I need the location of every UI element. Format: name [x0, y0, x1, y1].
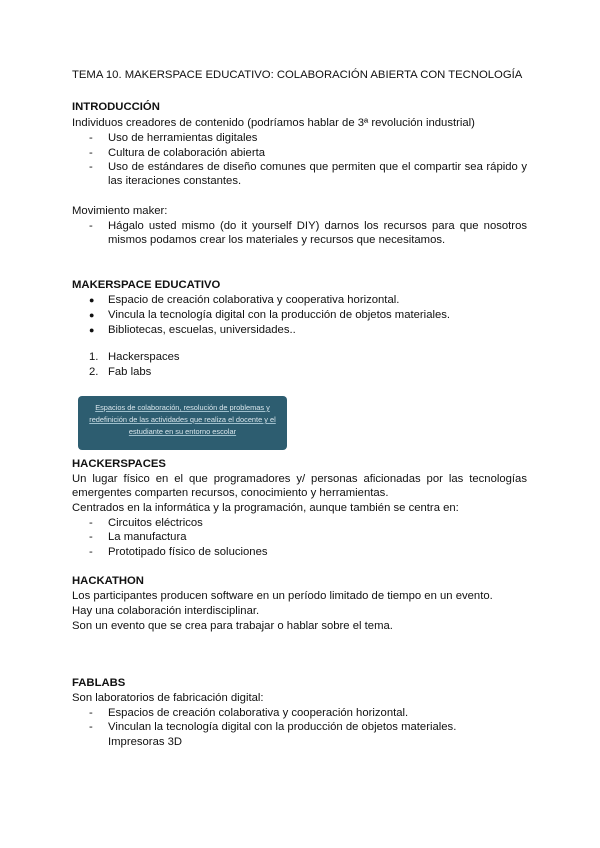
- callout-text: Espacios de colaboración, resolución de problemas y redefinición de las actividades que realiza el docente y el estudiante en su entorno escolar: [89, 403, 276, 436]
- dash-marker: -: [89, 147, 93, 159]
- dash-marker: -: [89, 546, 93, 558]
- dash-marker: -: [89, 721, 93, 733]
- list-item: [72, 160, 528, 190]
- numbered-item-text: Hackerspaces: [108, 351, 180, 363]
- section-heading-fablabs: FABLABS: [72, 677, 126, 689]
- bullet-marker: ●: [89, 325, 95, 335]
- hackathon-line: Son un evento que se crea para trabajar o hablar sobre el tema.: [72, 620, 393, 632]
- list-item-text: Vincula la tecnología digital con la producción de objetos materiales.: [108, 309, 451, 321]
- number-marker: 1.: [89, 351, 99, 363]
- hackathon-line: Los participantes producen software en un período limitado de tiempo en un evento.: [72, 590, 493, 602]
- list-item-text-line1: Uso de estándares de diseño comunes que permiten que el compartir sea rápido y: [108, 161, 527, 173]
- list-item: [72, 219, 528, 249]
- list-item-text: Espacios de creación colaborativa y cooperación horizontal.: [108, 707, 409, 719]
- list-item-text-line2: las iteraciones constantes.: [108, 175, 242, 187]
- hackerspaces-line2: emergentes comparten recursos, conocimiento y herramientas.: [72, 487, 389, 499]
- dash-marker: -: [89, 517, 93, 529]
- intro-paragraph: Individuos creadores de contenido (podríamos hablar de 3ª revolución industrial): [72, 117, 475, 129]
- list-item-text: Cultura de colaboración abierta: [108, 147, 265, 159]
- maker-label: Movimiento maker:: [72, 205, 168, 217]
- document-title: TEMA 10. MAKERSPACE EDUCATIVO: COLABORACIÓN ABIERTA CON TECNOLOGÍA: [72, 69, 523, 81]
- hackerspaces-line3: Centrados en la informática y la programación, aunque también se centra en:: [72, 502, 459, 514]
- list-item-text: Uso de herramientas digitales: [108, 132, 258, 144]
- section-heading-hackerspaces: HACKERSPACES: [72, 458, 166, 470]
- dash-marker: -: [89, 161, 93, 173]
- numbered-item-text: Fab labs: [108, 366, 152, 378]
- section-heading-makerspace: MAKERSPACE EDUCATIVO: [72, 279, 221, 291]
- list-item-text-line1: Hágalo usted mismo (do it yourself DIY) darnos los recursos para que nosotros: [108, 220, 527, 232]
- list-item-text-line2: mismos podamos crear los materiales y recursos que necesitamos.: [108, 234, 446, 246]
- section-heading-hackathon: HACKATHON: [72, 575, 144, 587]
- bullet-marker: ●: [89, 310, 95, 320]
- number-marker: 2.: [89, 366, 99, 378]
- dash-marker: -: [89, 707, 93, 719]
- list-item-text: Espacio de creación colaborativa y cooperativa horizontal.: [108, 294, 400, 306]
- section-heading-introduccion: INTRODUCCIÓN: [72, 101, 160, 113]
- list-item-text: Impresoras 3D: [108, 736, 183, 748]
- list-item-text: Vinculan la tecnología digital con la producción de objetos materiales.: [108, 721, 457, 733]
- hackathon-line: Hay una colaboración interdisciplinar.: [72, 605, 260, 617]
- list-item-text: Bibliotecas, escuelas, universidades..: [108, 324, 296, 336]
- dash-marker: -: [89, 132, 93, 144]
- bullet-marker: ●: [89, 295, 95, 305]
- list-item-text: Prototipado físico de soluciones: [108, 546, 268, 558]
- list-item-text: Circuitos eléctricos: [108, 517, 203, 529]
- hackerspaces-line1: Un lugar físico en el que programadores y/ personas aficionadas por las tecnologías: [72, 473, 527, 485]
- list-item-text: La manufactura: [108, 531, 187, 543]
- highlight-callout: [78, 396, 287, 450]
- dash-marker: -: [89, 220, 93, 232]
- fablabs-intro: Son laboratorios de fabricación digital:: [72, 692, 264, 704]
- dash-marker: -: [89, 531, 93, 543]
